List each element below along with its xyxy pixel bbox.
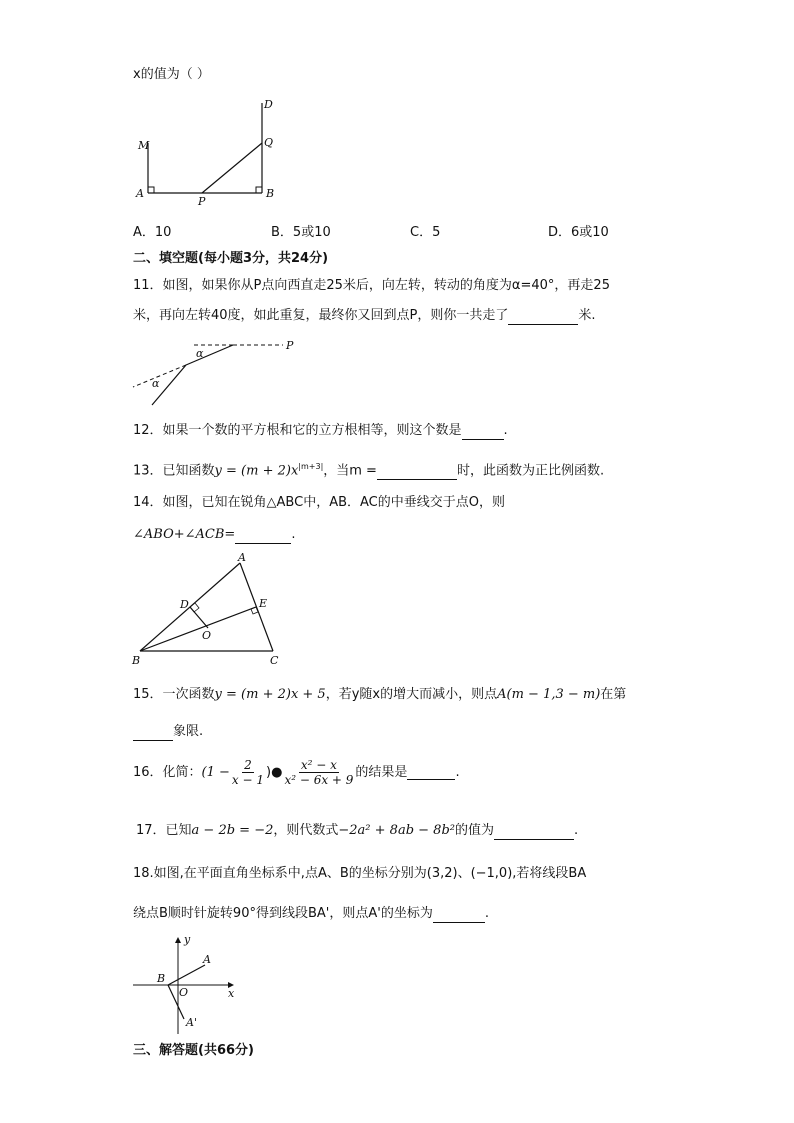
path-segment-1 <box>186 345 233 365</box>
q12 <box>133 422 508 440</box>
right-angle-b <box>256 187 262 193</box>
q18-end: . <box>484 906 489 921</box>
q16-text-b: 的结果是 <box>355 764 408 780</box>
q17-end: . <box>574 823 579 838</box>
q16-text-a: 16．化简： <box>133 764 202 780</box>
label-q: Q <box>264 136 274 149</box>
q10-option-a: A．10 <box>133 225 172 240</box>
q14-figure <box>128 553 288 668</box>
q12-answer-blank[interactable] <box>462 425 504 440</box>
right-angle-a <box>148 187 154 193</box>
q16-post: )● <box>266 764 283 780</box>
q16-fraction-1-denominator: x − 1 <box>231 773 265 787</box>
q16-fraction-1-numerator: 2 <box>244 758 252 772</box>
q13-formula: y = (m + 2)x <box>214 463 299 479</box>
label-b: B <box>132 654 141 667</box>
q14-line1: 14．如图，已知在锐角△ABC中，AB．AC的中垂线交于点O，则 <box>133 495 505 510</box>
label-o: O <box>202 629 212 642</box>
q17-text-a: 17．已知 <box>136 823 192 838</box>
label-a: A <box>136 187 144 200</box>
q14-end: . <box>291 527 296 542</box>
q13-text-mid: ，当m = <box>323 463 377 479</box>
q16-pre: (1 − <box>201 764 230 780</box>
q11-answer-blank[interactable] <box>508 310 578 325</box>
label-d: D <box>180 598 189 611</box>
q18-text: 绕点B顺时针旋转90°得到线段BA'，则点A'的坐标为 <box>133 906 433 921</box>
q16-fraction-1 <box>230 758 266 787</box>
q18-line1: 18.如图,在平面直角坐标系中,点A、B的坐标分别为(3,2)、(−1,0),若将线段BA <box>133 866 587 881</box>
q15-line2 <box>133 723 203 741</box>
q17-text-b: 的值为 <box>454 823 494 838</box>
q15-answer-blank[interactable] <box>133 726 173 741</box>
q13 <box>133 458 604 480</box>
q18-answer-blank[interactable] <box>433 908 485 923</box>
section-3-title: 三、解答题(共66分) <box>133 1043 254 1058</box>
label-a-prime: A' <box>186 1016 197 1029</box>
label-x: x <box>228 987 235 1000</box>
q16 <box>133 758 460 787</box>
label-p: P <box>198 195 206 208</box>
q14-answer-blank[interactable] <box>235 529 291 544</box>
q12-text: 12．如果一个数的平方根和它的立方根相等，则这个数是 <box>133 423 462 438</box>
q14-angle-expression: ∠ABO+∠ACB= <box>133 527 236 542</box>
label-y: y <box>184 933 191 946</box>
q17-formula-1: a − 2b = −2 <box>191 823 274 838</box>
q13-exponent: |m+3| <box>298 462 324 471</box>
right-angle-d <box>190 603 199 612</box>
q13-text-b: 时，此函数为正比例函数. <box>456 463 605 479</box>
label-alpha-2: α <box>152 377 160 390</box>
label-a: A <box>238 553 246 564</box>
label-m: M <box>138 139 150 152</box>
q16-answer-blank[interactable] <box>407 765 455 780</box>
q17-text-mid: ，则代数式 <box>273 823 339 838</box>
q16-fraction-2-denominator: x² − 6x + 9 <box>284 773 354 787</box>
segment-ba <box>168 965 205 985</box>
label-e: E <box>259 597 268 610</box>
q10-option-b: B．5或10 <box>271 225 331 240</box>
q15-text-mid: ，若y随x的增大而减小，则点 <box>325 687 498 702</box>
segment-be <box>140 607 256 651</box>
q15-line1 <box>133 686 626 704</box>
label-b: B <box>157 972 166 985</box>
q12-end: . <box>503 423 508 438</box>
q18-figure <box>128 932 243 1037</box>
label-alpha-1: α <box>196 347 204 360</box>
q10-figure <box>128 95 288 210</box>
q15-text-end: 在第 <box>600 687 627 702</box>
q11-figure <box>128 335 308 410</box>
dashed-extension-2 <box>133 365 186 387</box>
q13-answer-blank[interactable] <box>377 465 457 480</box>
q11-text-a: 米，再向左转40度，如此重复，最终你又回到点P，则你一共走了 <box>133 308 509 323</box>
q16-end: . <box>455 764 460 780</box>
q15-text-a: 15．一次函数 <box>133 687 215 702</box>
segment-pq <box>202 143 262 193</box>
q11-text-b: 米. <box>578 308 596 323</box>
q10-option-c: C．5 <box>410 225 441 240</box>
label-a: A <box>203 953 211 966</box>
q15-formula-1: y = (m + 2)x + 5 <box>214 687 326 702</box>
q16-fraction-2-numerator: x² − x <box>300 758 337 772</box>
q15-text-b: 象限. <box>173 724 204 739</box>
q10-option-d: D．6或10 <box>548 225 609 240</box>
label-b: B <box>266 187 275 200</box>
q14-line2 <box>133 526 295 544</box>
q13-text-a: 13．已知函数 <box>133 463 215 479</box>
side-ac <box>240 563 273 651</box>
q17 <box>136 822 578 840</box>
section-2-title: 二、填空题(每小题3分，共24分) <box>133 251 329 266</box>
q17-formula-2: −2a² + 8ab − 8b² <box>338 823 455 838</box>
q10-stem: x的值为（ ） <box>133 67 210 82</box>
label-o: O <box>179 986 189 999</box>
q17-answer-blank[interactable] <box>494 825 574 840</box>
q18-line2 <box>133 905 489 923</box>
label-c: C <box>270 654 279 667</box>
label-d: D <box>264 98 273 111</box>
q11-line1: 11．如图，如果你从P点向西直走25米后，向左转，转动的角度为α=40°，再走25 <box>133 278 610 293</box>
q16-fraction-2 <box>282 758 355 787</box>
label-p: P <box>286 339 294 352</box>
q11-line2 <box>133 307 596 325</box>
q15-formula-2: A(m − 1,3 − m) <box>497 687 601 702</box>
